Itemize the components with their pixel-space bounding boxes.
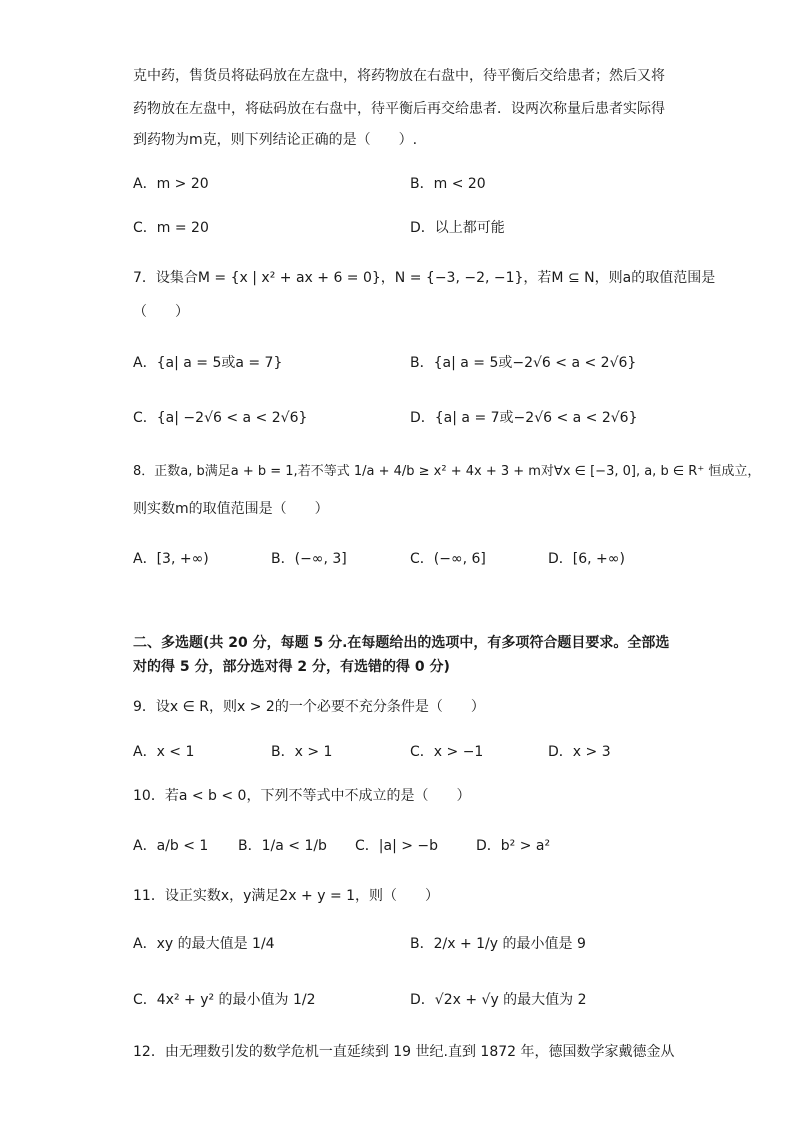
q8-line-1: 8．正数a, b满足a + b = 1,若不等式 1/a + 4/b ≥ x² + 4x + 3 + m对∀x ∈ [−3, 0], a, b ∈ R⁺ 恒成立， — [133, 464, 761, 479]
q10-option-b: B．1/a < 1/b — [238, 838, 327, 854]
q10-option-d: D．b² > a² — [476, 838, 551, 854]
q10-option-a: A．a/b < 1 — [133, 838, 209, 854]
section-2-heading-line-1: 二、多选题(共 20 分，每题 5 分.在每题给出的选项中，有多项符合题目要求。全部选 — [133, 635, 670, 651]
section-2-heading-line-2: 对的得 5 分，部分选对得 2 分，有选错的得 0 分) — [133, 659, 450, 675]
q9-option-a: A．x < 1 — [133, 744, 195, 760]
q9-line-1: 9．设x ∈ R，则x > 2的一个必要不充分条件是（ ） — [133, 699, 485, 715]
q7-line-1: 7．设集合M = {x | x² + ax + 6 = 0}，N = {−3, −2, −1}，若M ⊆ N，则a的取值范围是 — [133, 270, 716, 286]
q6-option-d: D．以上都可能 — [410, 220, 505, 236]
q7-option-b: B．{a| a = 5或−2√6 < a < 2√6} — [410, 355, 637, 371]
q9-option-c: C．x > −1 — [410, 744, 484, 760]
q6-option-a: A．m > 20 — [133, 176, 209, 192]
q11-option-b: B．2/x + 1/y 的最小值是 9 — [410, 936, 586, 952]
q11-option-d: D．√2x + √y 的最大值为 2 — [410, 992, 587, 1008]
q11-option-a: A．xy 的最大值是 1/4 — [133, 936, 275, 952]
q10-line-1: 10．若a < b < 0，下列不等式中不成立的是（ ） — [133, 788, 471, 804]
q6-line-3: 到药物为m克，则下列结论正确的是（ ）. — [133, 132, 418, 148]
q8-option-a: A．[3, +∞) — [133, 551, 209, 567]
q8-option-c: C．(−∞, 6] — [410, 551, 486, 567]
q7-option-c: C．{a| −2√6 < a < 2√6} — [133, 410, 308, 426]
q10-option-c: C．|a| > −b — [355, 838, 439, 854]
q11-line-1: 11．设正实数x，y满足2x + y = 1，则（ ） — [133, 888, 440, 904]
q8-line-2: 则实数m的取值范围是（ ） — [133, 501, 329, 517]
q12-line-1: 12．由无理数引发的数学危机一直延续到 19 世纪.直到 1872 年，德国数学家戴德金从 — [133, 1044, 675, 1060]
q7-option-d: D．{a| a = 7或−2√6 < a < 2√6} — [410, 410, 638, 426]
q11-option-c: C．4x² + y² 的最小值为 1/2 — [133, 992, 316, 1008]
q8-option-b: B．(−∞, 3] — [271, 551, 347, 567]
q8-option-d: D．[6, +∞) — [548, 551, 625, 567]
q7-line-2: （ ） — [133, 304, 189, 320]
q6-line-2: 药物放在左盘中，将砝码放在右盘中，待平衡后再交给患者．设两次称量后患者实际得 — [133, 101, 665, 117]
q6-option-b: B．m < 20 — [410, 176, 486, 192]
q7-option-a: A．{a| a = 5或a = 7} — [133, 355, 283, 371]
q6-line-1: 克中药，售货员将砝码放在左盘中，将药物放在右盘中，待平衡后交给患者；然后又将 — [133, 68, 665, 84]
q6-option-c: C．m = 20 — [133, 220, 209, 236]
q9-option-b: B．x > 1 — [271, 744, 333, 760]
q9-option-d: D．x > 3 — [548, 744, 611, 760]
